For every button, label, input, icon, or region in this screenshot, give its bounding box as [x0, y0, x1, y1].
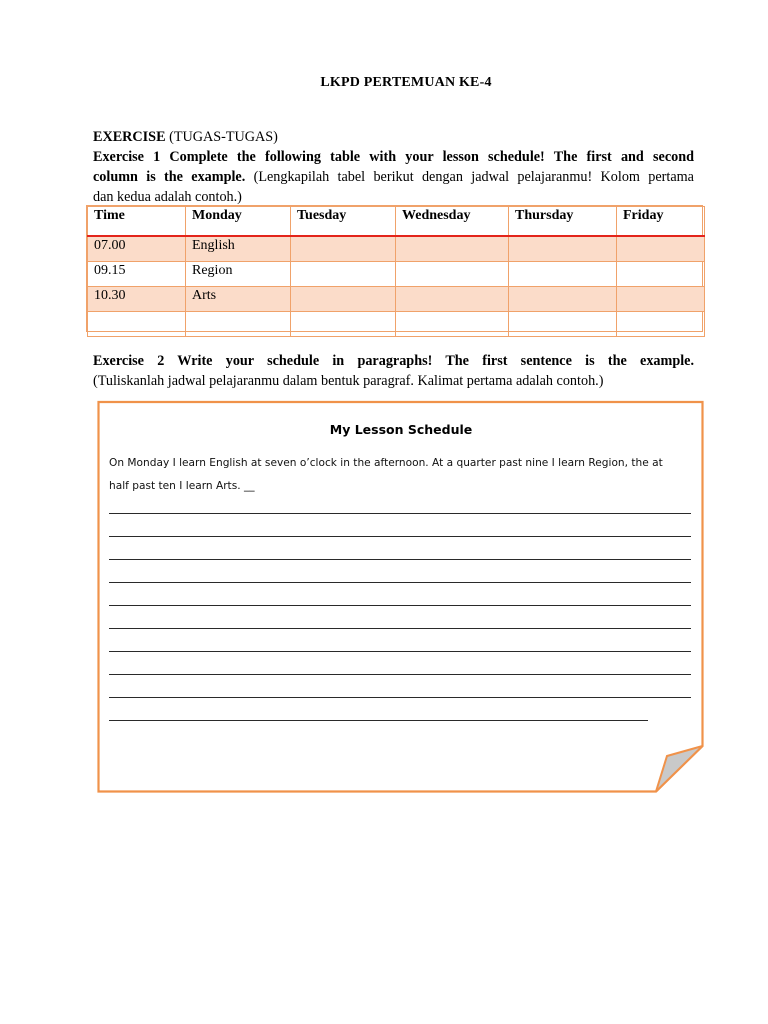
table-row	[88, 286, 705, 311]
writing-line[interactable]	[109, 720, 648, 721]
writing-line[interactable]	[109, 605, 691, 606]
note-example-text	[109, 452, 694, 498]
exercise-2-line1: Exercise 2 Write your schedule in paragraphs! The first sentence is the example.	[93, 353, 694, 369]
exercise-1-instructions	[93, 147, 694, 207]
table-cell[interactable]	[291, 286, 396, 311]
header-time: Time	[88, 207, 186, 237]
table-cell[interactable]	[509, 286, 617, 311]
table-row	[88, 311, 705, 336]
table-row	[88, 261, 705, 286]
exercise-1-line3: dan kedua adalah contoh.)	[93, 189, 242, 205]
writing-line[interactable]	[109, 628, 691, 629]
table-row	[88, 236, 705, 261]
exercise-heading	[93, 127, 694, 147]
table-cell[interactable]	[396, 261, 509, 286]
exercise-heading-normal: (TUGAS-TUGAS)	[165, 129, 278, 145]
writing-line[interactable]	[109, 582, 691, 583]
schedule-table	[86, 205, 703, 332]
table-cell[interactable]	[396, 286, 509, 311]
table-cell[interactable]: 07.00	[88, 236, 186, 261]
page-title: LKPD PERTEMUAN KE-4	[320, 75, 492, 90]
header-thursday: Thursday	[509, 207, 617, 237]
header-monday: Monday	[186, 207, 291, 237]
writing-line[interactable]	[109, 651, 691, 652]
table-cell[interactable]: Arts	[186, 286, 291, 311]
note-line-1: On Monday I learn English at seven o’clock in the afternoon. At a quarter past nine I learn Region, the at	[109, 457, 663, 469]
exercise-1-line2-normal: (Lengkapilah tabel berikut dengan jadwal pelajaranmu! Kolom pertama	[245, 169, 694, 185]
table-cell[interactable]	[509, 261, 617, 286]
table-cell[interactable]	[396, 311, 509, 336]
writing-line[interactable]	[109, 674, 691, 675]
exercise-1-line2-bold: column is the example.	[93, 169, 246, 185]
table-cell[interactable]	[509, 236, 617, 261]
table-cell[interactable]: 10.30	[88, 286, 186, 311]
header-friday: Friday	[617, 207, 705, 237]
note-card	[97, 400, 705, 794]
table-cell[interactable]	[617, 286, 705, 311]
table-cell[interactable]	[291, 261, 396, 286]
writing-line[interactable]	[109, 513, 691, 514]
writing-line[interactable]	[109, 697, 691, 698]
table-cell[interactable]: 09.15	[88, 261, 186, 286]
note-title: My Lesson Schedule	[329, 422, 473, 437]
note-line-2: half past ten I learn Arts. __	[109, 480, 255, 492]
table-cell[interactable]: English	[186, 236, 291, 261]
table-cell[interactable]	[291, 311, 396, 336]
table-cell[interactable]: Region	[186, 261, 291, 286]
exercise-2-line2: (Tuliskanlah jadwal pelajaranmu dalam bentuk paragraf. Kalimat pertama adalah contoh.)	[93, 373, 604, 389]
writing-line[interactable]	[109, 559, 691, 560]
header-tuesday: Tuesday	[291, 207, 396, 237]
table-cell[interactable]	[617, 311, 705, 336]
table-cell[interactable]	[617, 236, 705, 261]
exercise-2-instructions	[93, 351, 694, 391]
exercise-heading-bold: EXERCISE	[93, 129, 166, 145]
writing-line[interactable]	[109, 536, 691, 537]
table-header-row	[88, 207, 705, 237]
table-cell[interactable]	[291, 236, 396, 261]
exercise-1-line1: Exercise 1 Complete the following table with your lesson schedule! The first and second	[93, 149, 694, 165]
table-cell[interactable]	[396, 236, 509, 261]
table-cell[interactable]	[88, 311, 186, 336]
table-cell[interactable]	[617, 261, 705, 286]
header-wednesday: Wednesday	[396, 207, 509, 237]
table-cell[interactable]	[509, 311, 617, 336]
table-cell[interactable]	[186, 311, 291, 336]
